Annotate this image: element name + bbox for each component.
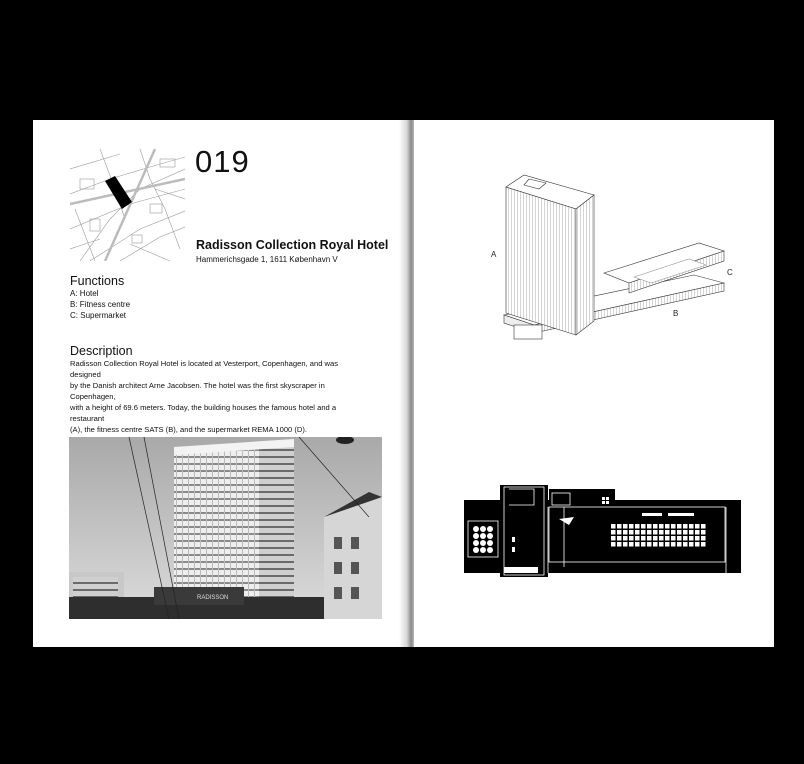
axo-label-c: C bbox=[727, 268, 733, 277]
functions-list bbox=[70, 288, 130, 321]
axo-label-a: A bbox=[491, 250, 497, 259]
location-map bbox=[70, 149, 185, 261]
building-address: Hammerichsgade 1, 1611 København V bbox=[196, 255, 338, 264]
function-item: A: Hotel bbox=[70, 289, 99, 298]
building-number: 019 bbox=[195, 144, 250, 179]
axo-label-b: B bbox=[673, 309, 679, 318]
left-page bbox=[33, 120, 408, 647]
functions-heading: Functions bbox=[70, 274, 125, 288]
building-title: Radisson Collection Royal Hotel bbox=[196, 238, 389, 252]
description-text: Radisson Collection Royal Hotel is located at Vesterport, Copenhagen, and was designed by the Danish architect Arne Jacobsen. The hotel was the first skyscraper in Copenhagen, with a height of 69.6 meters. Today, the building houses the famous hotel and a restaurant (A), the fitness centre SATS (B), and the supermarket REMA 1000 (D). bbox=[70, 359, 339, 434]
axonometric-drawing bbox=[484, 165, 734, 365]
photo-sign: RADISSON bbox=[197, 595, 229, 601]
function-item: B: Fitness centre bbox=[70, 300, 131, 309]
right-page bbox=[414, 120, 774, 647]
description-heading: Description bbox=[70, 344, 133, 358]
function-item: C: Supermarket bbox=[70, 311, 127, 320]
floor-plan bbox=[464, 477, 744, 577]
building-photo bbox=[69, 437, 382, 619]
